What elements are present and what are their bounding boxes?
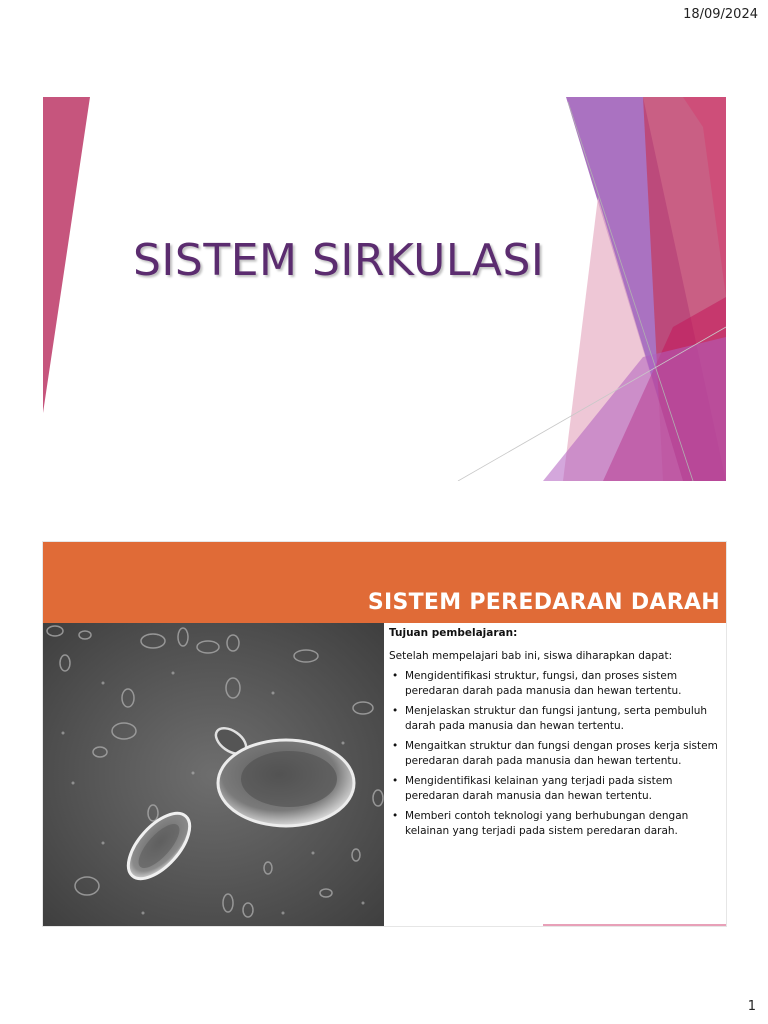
list-item: • Mengidentifikasi struktur, fungsi, dan proses sistem peredaran darah pada manusia dan hewan tertentu.: [389, 669, 719, 698]
list-item: • Mengaitkan struktur dan fungsi dengan proses kerja sistem peredaran darah pada manusia dan hewan tertentu.: [389, 739, 719, 768]
objectives-heading: Tujuan pembelajaran:: [389, 627, 518, 639]
objectives-intro: Setelah mempelajari bab ini, siswa diharapkan dapat:: [389, 649, 673, 662]
list-item: • Mengidentifikasi kelainan yang terjadi pada sistem peredaran darah manusia dan hewan tertentu.: [389, 774, 719, 803]
page-date: 18/09/2024: [683, 7, 758, 22]
title-slide: [43, 97, 726, 481]
objectives-content: [389, 626, 719, 844]
left-triangle-shape: [43, 97, 90, 413]
slide-title: SISTEM SIRKULASI: [133, 235, 545, 286]
slide-bottom-accent: [543, 924, 726, 926]
slide-title: SISTEM PEREDARAN DARAH: [367, 590, 720, 615]
red-blood-cells-image: [43, 623, 384, 926]
page-number: 1: [747, 999, 756, 1014]
list-item: • Memberi contoh teknologi yang berhubungan dengan kelainan yang terjadi pada sistem peredaran darah.: [389, 809, 719, 838]
slide-decoration: [43, 97, 726, 481]
objectives-list: [389, 669, 719, 838]
objectives-slide: [43, 542, 726, 926]
list-item: • Menjelaskan struktur dan fungsi jantung, serta pembuluh darah pada manusia dan hewan tertentu.: [389, 704, 719, 733]
